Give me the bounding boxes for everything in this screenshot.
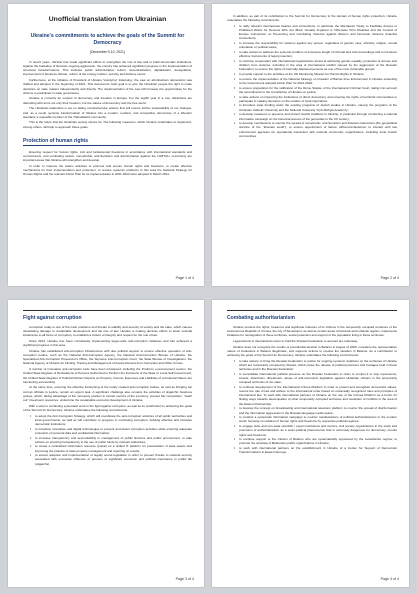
- paragraph: A number of innovative anti-corruption tools have been introduced, including the ProZorro e-procurement system, the Unified State Register of Declarations of Persons Authorized to Perform the Functions of the State or Local Self-Government, the Unified State Register of Political Parties' Reports on Property, Income, Expenses and Liabilities of a Financial Nature are functioning successfully.: [23, 367, 192, 384]
- list-item: • to provide support to the activities of the UN Monitoring Mission for Human Rights in Ukraine;: [239, 72, 397, 76]
- list-item: • to increase transparency and accountability in management of public finances and public procurement, to take actions on ensuring transparency in the use of public funds by relevant authorities;: [35, 436, 192, 444]
- paragraph: Since 2014, Ukraine has been consistently implementing large-scale anti-corruption initiatives and has achieved a significant progress in this area.: [23, 339, 192, 348]
- section-heading-human-rights: Protection of human rights: [23, 135, 192, 146]
- document-page-1: [8, 4, 204, 286]
- paragraph: Legal actions in international courts to hold the Russian Federation to account are underway.: [233, 339, 358, 344]
- page-4-content: [227, 310, 397, 577]
- list-item: • to ensure preparation for the ratification of the Rome Statute of the International Criminal Court, taking into account the amendments to the Constitution of Ukraine on justice;: [239, 86, 397, 94]
- section-heading-corruption: Fight against corruption: [23, 310, 192, 321]
- document-title: Ukraine's commitments to achieve the goals of the Summit for Democracy: [30, 33, 185, 46]
- list-item: • to develop the concept on broadcasting and international television platform to counter the spread of disinformation and the information aggression in the Russian-language media space;: [239, 406, 397, 414]
- paragraph: Ensuring respect for human rights, civil and fundamental freedoms in accordance with international standards and commitments, and combating racism, xenophobia, anti-Semitism and discrimination against the LGBTQI+ community are important areas that Ukraine will strengthen and develop.: [23, 149, 192, 163]
- paragraph: The Ukrainian leadership is set on taking comprehensive actions that will ensure further sustainability of our changes, and, as a result, genuine transformation of Ukraine into a modern, resilient, and competitive democracy of a Western standard, a reputable member of the Transatlantic community.: [23, 106, 192, 119]
- commitments-list: [239, 359, 397, 455]
- page-number: Page 3 of 4: [175, 577, 194, 581]
- paragraph: Furthermore, at the initiative of President of Ukraine Volodymyr Zelenskyy, the Law on all-Ukrainian referendum was drafted and adopted in the beginning of 2021. This document's main goal is to give the Ukrainian people the right to make decisions on state matters independently and directly. The implementation of the Law will increase the opportunities for the citizens to participate in state governance.: [23, 78, 192, 95]
- paragraph: Ukraine protects the rights, freedoms and legitimate interests of its citizens in the temporarily occupied territories of the Autonomous Republic of Crimea, the city of Sevastopol, as well as certain areas of Donetsk and Luhansk regions, implements initiatives for reintegration of these territories, social protection and support of the population living in these territories.: [227, 325, 397, 338]
- list-item: • to continue support to the citizens of Belarus who are systematically oppressed by the Lukashenko regime; to promote the activities of Belarusian public organizations in Ukraine;: [239, 437, 397, 445]
- commitments-list: [35, 414, 192, 466]
- section-heading-authoritarianism: Combating authoritarianism: [227, 310, 397, 321]
- list-item: • to work with international partners on the establishment in Ukraine of a Center for Support of Democratic Transformations in Eastern Europe.: [239, 446, 397, 454]
- paragraph: This is the future that the Ukrainian society strives for. The following measures, which Ukraine undertakes to implement, among others, will help to approach these goals.: [23, 120, 192, 129]
- paragraph: In recent years, Ukraine has made significant efforts to strengthen the rule of law and to build democratic institutions. Against the backdrop of Russia's ongoing aggression, the country has achieved significant progress in the implementation of structural transformations. This includes public administration reform, decentralization, digitalization, deregulation, improvement of business climate, reform of the energy market, security and defense sector.: [23, 60, 192, 77]
- list-item: • to ensure adoption and implementation of legally sound legislation in order to prevent threats to national security associated with excessive influence of persons of significant economic and political importance in public life (oligarchs).: [35, 453, 192, 465]
- list-item: • to ensure the implementation of the National Strategy on Creation of Barrier-Free Environment in Ukraine extending to the Government adopted Action Plan for 2021-2023;: [239, 77, 397, 85]
- document-page-4: [212, 300, 409, 587]
- commitments-list: [239, 24, 397, 138]
- paragraph: With a view to continuing systematic work in the fight against corruption, as well as its contribution to achieving the goals of the Summit for Democracy, Ukraine undertakes the following commitments:: [23, 403, 192, 412]
- translation-notice: Unofficial translation from Ukrainian: [48, 16, 167, 23]
- list-item: • to introduce state funding under the existing programs of Jewish studies in Ukraine, namely the programs of the Ukrainian Catholic University and the National University "Kyiv-Mohyla Academy";: [239, 103, 397, 111]
- list-item: • to take actions to bring the Russian Federation to justice for ongoing systemic violations on the territories of Ukraine which are temporarily occupied by Russia, which cause the release of political prisoners and hostages held in these territories and in the Russian Federation;: [239, 359, 397, 371]
- paragraph: Ukraine is currently an outpost of democracy and freedom in Europe. For the eighth year in a row, Ukrainians are defending with arms not only their freedom, but the values of democracy and the free world.: [23, 96, 192, 105]
- list-item: • to ratify relevant international treaties and conventions, in particular the Marrakesh Treaty to Facilitate Access to Published Works for Persons Who Are Blind, Visually Impaired or Otherwise Print Disabled and the Council of Europe Convention on Preventing and Combating Violence against Women and Domestic Violence (Istanbul Convention);: [239, 24, 397, 41]
- list-item: • to take actions on improving the institutions of direct democracy and ensuring the rights of territorial communities to participate in making decisions on the matters of local importance;: [239, 95, 397, 103]
- list-item: • to continue development of the International Crimea Platform in order to protect and strengthen democratic values, restore the rule of law and adhere to the international order based on universally recognized rules and principles of international law. To work with international partners of Ukraine on the use of the Crimea Platform as a forum for finding ways towards deoccupation of other temporarily occupied territories and resolution of conflicts in the area of the Eastern Partnership;: [239, 385, 397, 406]
- list-item: • to consolidate international political pressure on the Russian Federation in order to compel it to stop repressions, arrests, detentions, illtreatment, abuse of anti-extremism legislation against Ukrainian citizens in the temporarily occupied territories of our state;: [239, 372, 397, 384]
- list-item: • to conduct a systematic information campaign to counter manifestations of political authoritarianism in the modern world, focusing on violation of human rights and freedoms by respective political regimes;: [239, 415, 397, 423]
- list-item: • to develop measures to preserve and protect Jewish traditions in Ukraine, in particular through conducting a national information campaign on the historical lessons of the genocides in the XX century;: [239, 112, 397, 120]
- list-item: • to create a centralized information resource (portal) on a unified IT platform for presentation of state assets and improving the practice of state property management and reporting on results;: [35, 444, 192, 452]
- list-item: • to introduce innovative and digital technologies to prevent and detect corruption activities while ensuring adequate protection of personal data and confidential information;: [35, 427, 192, 435]
- list-item: • to increase the responsibility for violence against any person, regardless of gender, race, ethnicity, religion, sexual orientation or political views;: [239, 41, 397, 49]
- page-2-content: [227, 14, 397, 276]
- document-page-3: [8, 300, 204, 587]
- paragraph: Ukraine does not recognize the results of presidential election in Belarus in August of 2020, considers the representative nature of institutions in Belarus illegitimate, and supports actions to resolve the situation in Belarus. As a contribution to achieving the goals of the Summit for Democracy, Ukraine undertakes the following commitments:: [227, 344, 397, 358]
- page-number: Page 1 of 4: [175, 276, 194, 280]
- list-item: • to adopt the Anti-Corruption Strategy, which will coordinate the anti-corruption activities of all public authorities and local governments, as well as will contribute to progress in combating corruption, building effective and inclusive democratic institutions;: [35, 414, 192, 426]
- list-item: • to take actions to address the systemic problem of excessive length of criminal and civil proceedings and to introduce effective instruments of legal protection;: [239, 50, 397, 58]
- list-item: • to develop mechanisms to counter the spread of xenophobic, anti-Semitism and Russian chauvinism (the geopolitical doctrine of the "Russian world"); to ensure appointment of liaison officers/ombudsmen to interact with law enforcement agencies for operational interaction with national community organizations, including local Jewish communities.: [239, 121, 397, 138]
- list-item: • to engage state and non-state scientific / expert institutions and centers, civil society organizations in the study and promotion of authoritarianism as a socio-political phenomenon that is extremely dangerous for democracy, human rights and freedoms;: [239, 424, 397, 436]
- page-3-content: [23, 310, 192, 577]
- paragraph: At the same time, ensuring the effective functioning of the newly created anti-corruption bodies, as well as bringing top corrupt officials to justice, remain an urgent task. A significant challenge also remains the activities of oligarchic business groups, which, taking advantage of the monopoly position in certain sectors of the economy, prevent fair competition, "wash out" investment resources, undermine the sustainable economic development of Ukraine.: [23, 385, 192, 402]
- paragraph: Corruption today is one of the main problems and threats to stability and security of society and the state, which causes devastating damage to sustainable development and the rule of law. Ukraine is making decisive efforts to foster societal intolerance to all forms of corruption, to establish a culture of integrity and respect for the rule of law.: [23, 325, 192, 338]
- page-1-content: [23, 14, 192, 276]
- page-number: Page 4 of 4: [380, 577, 399, 581]
- paragraph: Ukraine has established anti-corruption infrastructure with due political support to ensure effective operation of anti-corruption bodies, such as the National Anti-Corruption Agency, the National Anti-Corruption Bureau of Ukraine, the Specialized Anti-Corruption Prosecutor's Office, the Supreme Anti-Corruption Court, the State Bureau of Investigations, the National Agency of Ukraine for Finding, Tracing and Management of Assets Derived from Corruption and Other Crimes.: [23, 348, 192, 366]
- document-page-2: [212, 4, 409, 286]
- list-item: • to continue cooperation with international organizations aimed at achieving gender equality, protection of women and children from violence, including in the area of international conflict caused by the aggression of the Russian Federation; to ensure the rights of internally displaced persons as one of the most vulnerable groups;: [239, 59, 397, 71]
- paragraph: In addition, as part of its contribution to the Summit for Democracy in the domain of human rights protection, Ukraine undertakes the following commitments:: [227, 14, 397, 23]
- document-date: (December 9-10, 2021): [89, 50, 126, 54]
- page-number: Page 2 of 4: [380, 276, 399, 280]
- paragraph: In order to improve the state's activities to promote and ensure human rights and freedoms, to create effective mechanisms for their implementation and protection, to resolve systemic problems in this area the National Strategy for Human Rights and the relevant Action Plan for its implementation in 2021-2023 were adopted in March 2021.: [23, 163, 192, 177]
